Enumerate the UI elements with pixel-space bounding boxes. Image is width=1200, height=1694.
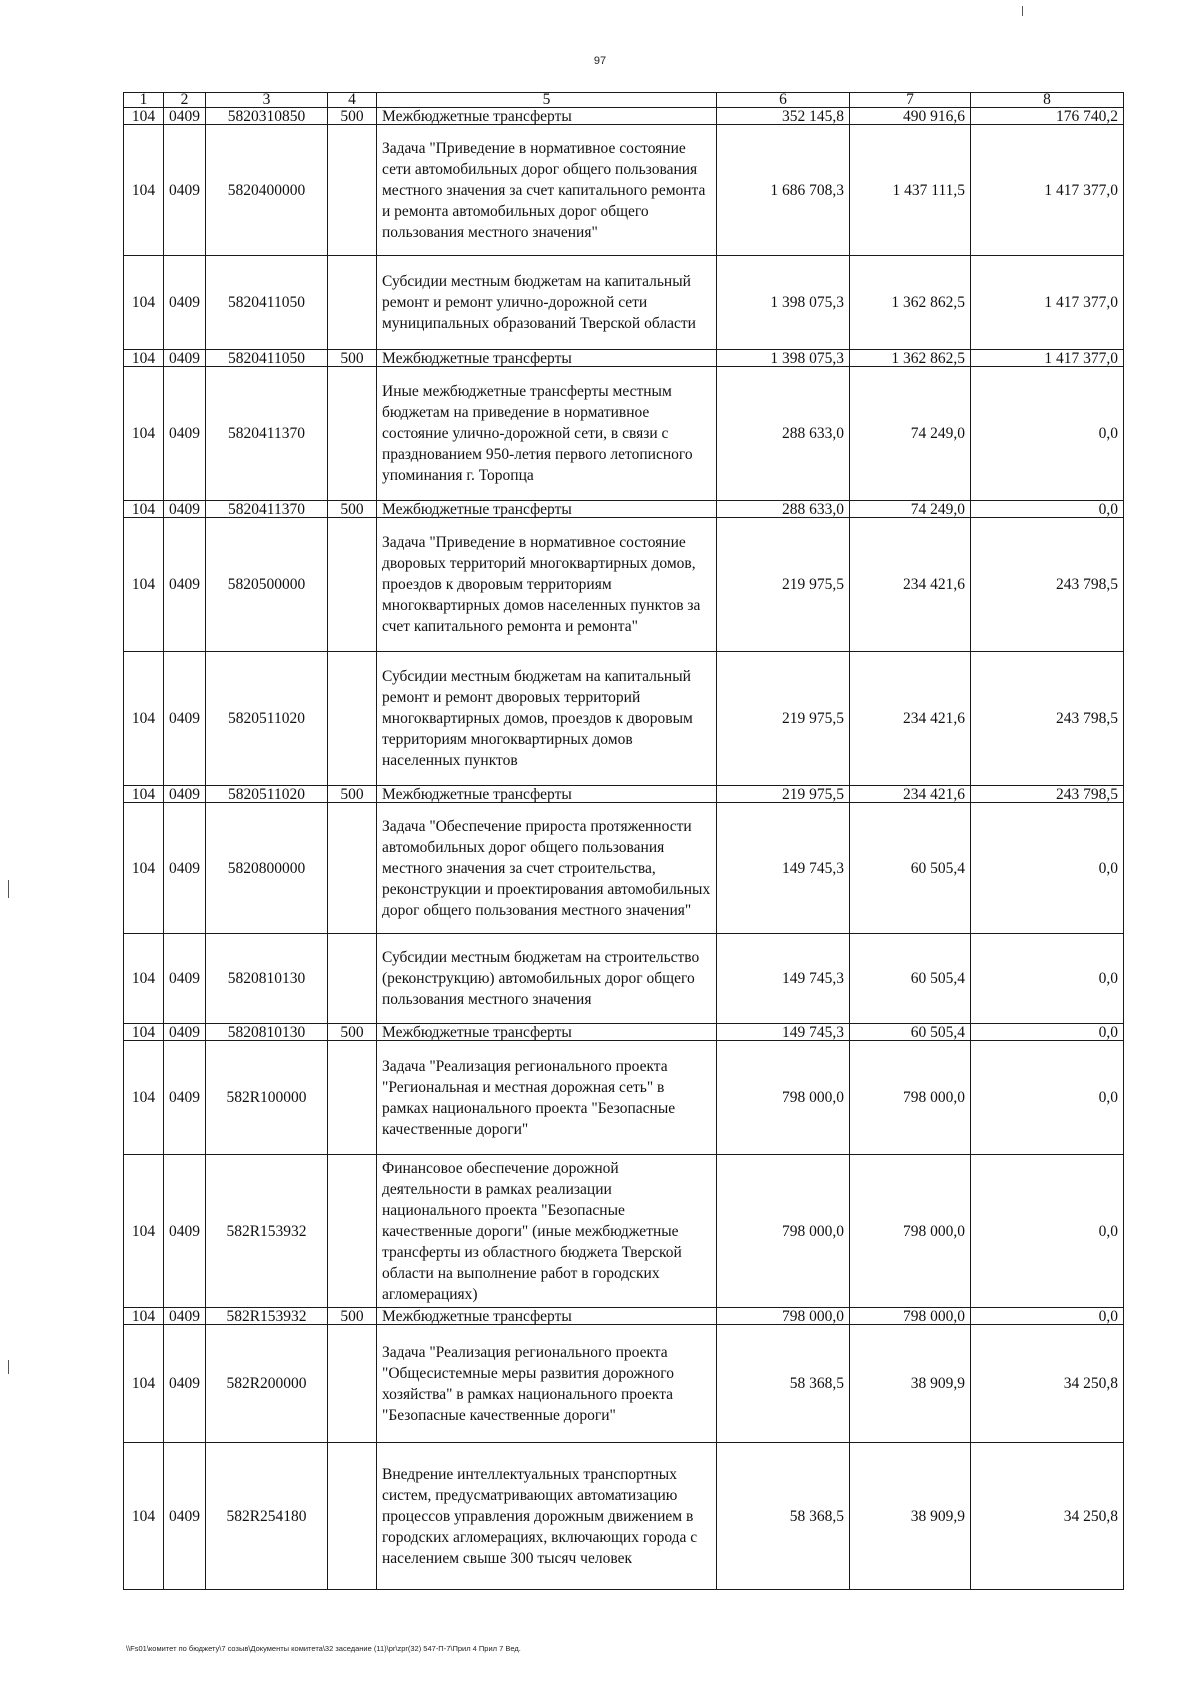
scan-mark	[1022, 6, 1023, 16]
page-number: 97	[593, 55, 607, 67]
table-cell-c1: 104	[124, 1155, 164, 1308]
table-cell-c6: 58 368,5	[717, 1325, 850, 1443]
header-cell: 6	[717, 93, 850, 108]
table-cell-c4	[328, 1443, 377, 1590]
table-cell-c3: 5820810130	[206, 1024, 328, 1041]
table-cell-c4	[328, 1155, 377, 1308]
header-cell: 1	[124, 93, 164, 108]
table-cell-c6: 798 000,0	[717, 1308, 850, 1325]
table-cell-c5: Задача "Реализация регионального проекта "Общесистемные меры развития дорожного хозяйства" в рамках национального проекта "Безопасные качественные дороги"	[377, 1325, 717, 1443]
table-cell-c1: 104	[124, 501, 164, 518]
table-cell-c2: 0409	[164, 518, 206, 652]
table-cell-c6: 1 686 708,3	[717, 125, 850, 256]
table-cell-c6: 798 000,0	[717, 1041, 850, 1155]
table-cell-c4	[328, 934, 377, 1024]
table-cell-c8: 243 798,5	[971, 518, 1124, 652]
table-row	[124, 501, 1124, 518]
table-row	[124, 652, 1124, 786]
table-cell-c2: 0409	[164, 652, 206, 786]
table-cell-c7: 798 000,0	[850, 1308, 971, 1325]
header-cell: 8	[971, 93, 1124, 108]
table-cell-c6: 288 633,0	[717, 367, 850, 501]
header-cell: 4	[328, 93, 377, 108]
table-row	[124, 1325, 1124, 1443]
table-cell-c6: 149 745,3	[717, 803, 850, 934]
table-cell-c2: 0409	[164, 1155, 206, 1308]
table-cell-c3: 582R153932	[206, 1308, 328, 1325]
table-cell-c1: 104	[124, 256, 164, 350]
table-cell-c3: 5820500000	[206, 518, 328, 652]
table-cell-c4	[328, 1041, 377, 1155]
table-cell-c4: 500	[328, 786, 377, 803]
table-cell-c7: 234 421,6	[850, 786, 971, 803]
table-cell-c4: 500	[328, 350, 377, 367]
table-cell-c8: 0,0	[971, 934, 1124, 1024]
header-cell: 7	[850, 93, 971, 108]
table-cell-c1: 104	[124, 803, 164, 934]
table-row	[124, 1308, 1124, 1325]
table-cell-c7: 490 916,6	[850, 108, 971, 125]
file-path-footer: \\Fs01\комитет по бюджету\7 созыв\Документы комитета\32 заседание (11)\pr\zpr(32) 547-П-7\Прил 4 Прил 7 Вед.	[126, 1644, 521, 1653]
table-cell-c3: 5820511020	[206, 786, 328, 803]
table-row	[124, 1155, 1124, 1308]
table-cell-c2: 0409	[164, 1308, 206, 1325]
table-cell-c7: 60 505,4	[850, 1024, 971, 1041]
table-cell-c5: Задача "Приведение в нормативное состояние дворовых территорий многоквартирных домов, проездов к дворовым территориям многоквартирных домов населенных пунктов за счет капитального ремонта и ремонта"	[377, 518, 717, 652]
table-cell-c3: 582R200000	[206, 1325, 328, 1443]
table-cell-c1: 104	[124, 652, 164, 786]
table-cell-c6: 149 745,3	[717, 1024, 850, 1041]
table-cell-c4	[328, 256, 377, 350]
table-cell-c7: 1 362 862,5	[850, 256, 971, 350]
table-cell-c3: 5820511020	[206, 652, 328, 786]
table-cell-c2: 0409	[164, 1325, 206, 1443]
table-cell-c8: 243 798,5	[971, 652, 1124, 786]
table-cell-c4: 500	[328, 1024, 377, 1041]
table-cell-c8: 1 417 377,0	[971, 256, 1124, 350]
budget-table	[123, 92, 1124, 1590]
table-cell-c8: 0,0	[971, 1024, 1124, 1041]
table-cell-c7: 60 505,4	[850, 934, 971, 1024]
table-cell-c5: Межбюджетные трансферты	[377, 350, 717, 367]
table-cell-c4	[328, 803, 377, 934]
table-cell-c7: 38 909,9	[850, 1443, 971, 1590]
table-cell-c8: 0,0	[971, 501, 1124, 518]
table-cell-c8: 243 798,5	[971, 786, 1124, 803]
table-cell-c2: 0409	[164, 1024, 206, 1041]
table-cell-c4	[328, 518, 377, 652]
table-cell-c3: 5820800000	[206, 803, 328, 934]
table-cell-c2: 0409	[164, 1041, 206, 1155]
table-cell-c3: 5820400000	[206, 125, 328, 256]
table-cell-c2: 0409	[164, 803, 206, 934]
table-cell-c6: 219 975,5	[717, 652, 850, 786]
table-cell-c5: Задача "Приведение в нормативное состояние сети автомобильных дорог общего пользования местного значения за счет капитального ремонта и ремонта автомобильных дорог общего пользования местного значения"	[377, 125, 717, 256]
table-cell-c2: 0409	[164, 501, 206, 518]
table-cell-c6: 219 975,5	[717, 786, 850, 803]
table-cell-c3: 5820411370	[206, 501, 328, 518]
table-row	[124, 1443, 1124, 1590]
table-cell-c8: 176 740,2	[971, 108, 1124, 125]
table-cell-c2: 0409	[164, 786, 206, 803]
table-cell-c1: 104	[124, 108, 164, 125]
table-cell-c6: 149 745,3	[717, 934, 850, 1024]
table-cell-c5: Финансовое обеспечение дорожной деятельности в рамках реализации национального проекта "Безопасные качественные дороги" (иные межбюджетные трансферты из областного бюджета Тверской области на выполнение работ в городских агломерациях)	[377, 1155, 717, 1308]
table-cell-c7: 60 505,4	[850, 803, 971, 934]
table-cell-c3: 582R100000	[206, 1041, 328, 1155]
table-cell-c8: 0,0	[971, 1308, 1124, 1325]
table-cell-c7: 74 249,0	[850, 367, 971, 501]
table-cell-c1: 104	[124, 518, 164, 652]
table-cell-c7: 38 909,9	[850, 1325, 971, 1443]
table-cell-c2: 0409	[164, 367, 206, 501]
table-cell-c5: Межбюджетные трансферты	[377, 501, 717, 518]
table-cell-c8: 0,0	[971, 1041, 1124, 1155]
table-row	[124, 786, 1124, 803]
table-cell-c7: 1 437 111,5	[850, 125, 971, 256]
table-cell-c7: 234 421,6	[850, 652, 971, 786]
table-cell-c6: 288 633,0	[717, 501, 850, 518]
header-cell: 2	[164, 93, 206, 108]
table-cell-c8: 34 250,8	[971, 1325, 1124, 1443]
table-row	[124, 350, 1124, 367]
table-cell-c1: 104	[124, 125, 164, 256]
table-cell-c5: Задача "Реализация регионального проекта "Региональная и местная дорожная сеть" в рамках национального проекта "Безопасные качественные дороги"	[377, 1041, 717, 1155]
scan-mark	[8, 1360, 9, 1374]
table-cell-c5: Межбюджетные трансферты	[377, 1024, 717, 1041]
table-cell-c4: 500	[328, 1308, 377, 1325]
table-cell-c7: 1 362 862,5	[850, 350, 971, 367]
table-row	[124, 934, 1124, 1024]
header-cell: 3	[206, 93, 328, 108]
table-cell-c3: 582R254180	[206, 1443, 328, 1590]
table-cell-c1: 104	[124, 1024, 164, 1041]
table-cell-c6: 219 975,5	[717, 518, 850, 652]
table-cell-c2: 0409	[164, 256, 206, 350]
header-cell: 5	[377, 93, 717, 108]
table-cell-c5: Иные межбюджетные трансферты местным бюджетам на приведение в нормативное состояние улично-дорожной сети, в связи с празднованием 950-летия первого летописного упоминания г. Торопца	[377, 367, 717, 501]
table-cell-c7: 74 249,0	[850, 501, 971, 518]
table-cell-c5: Межбюджетные трансферты	[377, 108, 717, 125]
table-row	[124, 108, 1124, 125]
table-cell-c5: Субсидии местным бюджетам на капитальный ремонт и ремонт дворовых территорий многоквартирных домов, проездов к дворовым территориям многоквартирных домов населенных пунктов	[377, 652, 717, 786]
table-cell-c2: 0409	[164, 1443, 206, 1590]
table-cell-c1: 104	[124, 350, 164, 367]
table-cell-c8: 0,0	[971, 803, 1124, 934]
table-row	[124, 256, 1124, 350]
table-cell-c2: 0409	[164, 125, 206, 256]
table-cell-c2: 0409	[164, 350, 206, 367]
table-cell-c5: Межбюджетные трансферты	[377, 1308, 717, 1325]
table-cell-c4: 500	[328, 501, 377, 518]
table-cell-c4	[328, 652, 377, 786]
table-cell-c2: 0409	[164, 108, 206, 125]
table-cell-c8: 34 250,8	[971, 1443, 1124, 1590]
table-row	[124, 1024, 1124, 1041]
table-cell-c8: 1 417 377,0	[971, 350, 1124, 367]
table-cell-c4: 500	[328, 108, 377, 125]
table-cell-c4	[328, 1325, 377, 1443]
table-row	[124, 367, 1124, 501]
scan-mark	[8, 880, 9, 898]
table-cell-c1: 104	[124, 1325, 164, 1443]
table-cell-c1: 104	[124, 367, 164, 501]
table-cell-c1: 104	[124, 786, 164, 803]
table-cell-c1: 104	[124, 1308, 164, 1325]
table-cell-c5: Внедрение интеллектуальных транспортных систем, предусматривающих автоматизацию процессов управления дорожным движением в городских агломерациях, включающих города с населением свыше 300 тысяч человек	[377, 1443, 717, 1590]
table-cell-c3: 5820310850	[206, 108, 328, 125]
table-row	[124, 125, 1124, 256]
table-cell-c8: 0,0	[971, 367, 1124, 501]
table-cell-c5: Субсидии местным бюджетам на капитальный ремонт и ремонт улично-дорожной сети муниципальных образований Тверской области	[377, 256, 717, 350]
table-row	[124, 1041, 1124, 1155]
table-cell-c3: 5820810130	[206, 934, 328, 1024]
table-cell-c1: 104	[124, 934, 164, 1024]
table-cell-c6: 58 368,5	[717, 1443, 850, 1590]
table-cell-c3: 5820411050	[206, 256, 328, 350]
header-row	[124, 93, 1124, 108]
table-cell-c8: 1 417 377,0	[971, 125, 1124, 256]
table-cell-c5: Субсидии местным бюджетам на строительство (реконструкцию) автомобильных дорог общего пользования местного значения	[377, 934, 717, 1024]
table-row	[124, 518, 1124, 652]
table-cell-c6: 352 145,8	[717, 108, 850, 125]
table-cell-c3: 5820411050	[206, 350, 328, 367]
table-cell-c4	[328, 125, 377, 256]
table-cell-c6: 1 398 075,3	[717, 256, 850, 350]
table-cell-c7: 234 421,6	[850, 518, 971, 652]
table-cell-c3: 582R153932	[206, 1155, 328, 1308]
table-cell-c1: 104	[124, 1443, 164, 1590]
table-cell-c3: 5820411370	[206, 367, 328, 501]
table-cell-c2: 0409	[164, 934, 206, 1024]
table-cell-c6: 798 000,0	[717, 1155, 850, 1308]
table-cell-c6: 1 398 075,3	[717, 350, 850, 367]
table-cell-c5: Задача "Обеспечение прироста протяженности автомобильных дорог общего пользования местного значения за счет строительства, реконструкции и проектирования автомобильных дорог общего пользования местного значения"	[377, 803, 717, 934]
table-cell-c1: 104	[124, 1041, 164, 1155]
table-cell-c5: Межбюджетные трансферты	[377, 786, 717, 803]
table-cell-c8: 0,0	[971, 1155, 1124, 1308]
table-cell-c4	[328, 367, 377, 501]
table-cell-c7: 798 000,0	[850, 1155, 971, 1308]
table-cell-c7: 798 000,0	[850, 1041, 971, 1155]
table-row	[124, 803, 1124, 934]
